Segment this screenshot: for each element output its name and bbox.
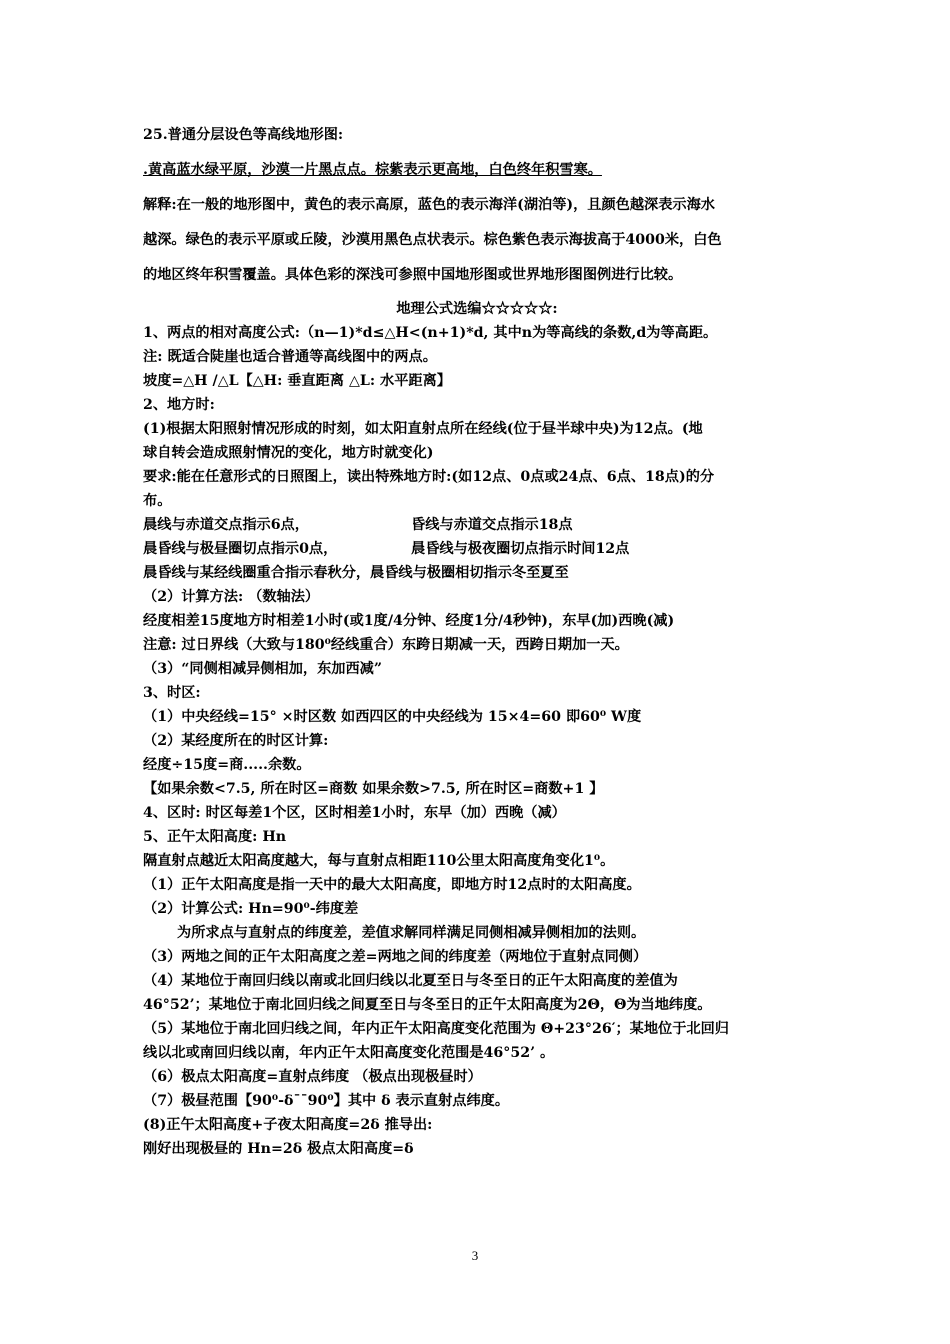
formula-line: 刚好出现极昼的 Hn=2δ 极点太阳高度=δ xyxy=(143,1141,414,1157)
formula-line: （1）中央经线=15° ×时区数 如西四区的中央经线为 15×4=60 即60⁰ W度 xyxy=(143,709,642,725)
formula-line: （2）计算方法: （数轴法） xyxy=(143,589,320,605)
formula-line: 2、地方时: xyxy=(143,397,215,413)
section-25-mnemonic: .黄高蓝水绿平原，沙漠一片黑点点。棕紫表示更高地，白色终年积雪寒。 xyxy=(143,162,602,178)
formula-line: 晨昏线与某经线圈重合指示春秋分，晨昏线与极圈相切指示冬至夏至 xyxy=(143,565,569,581)
formula-line: （6）极点太阳高度=直射点纬度 （极点出现极昼时） xyxy=(143,1069,482,1085)
formula-line: (8)正午太阳高度+子夜太阳高度=2δ 推导出: xyxy=(143,1117,433,1133)
formula-line: 注: 既适合陡崖也适合普通等高线图中的两点。 xyxy=(143,349,437,365)
formula-line-indented: 为所求点与直射点的纬度差，差值求解同样满足同侧相减异侧相加的法则。 xyxy=(177,925,646,941)
formula-line: 【如果余数<7.5, 所在时区=商数 如果余数>7.5, 所在时区=商数+1 】 xyxy=(143,781,604,797)
formula-line: 4、区时: 时区每差1个区，区时相差1小时，东早（加）西晚（减） xyxy=(143,805,566,821)
formula-line: （2）计算公式: Hn=90⁰-纬度差 xyxy=(143,901,359,917)
formula-line: 坡度=△H /△L【△H: 垂直距离 △L: 水平距离】 xyxy=(143,373,451,389)
formula-line: （5）某地位于南北回归线之间，年内正午太阳高度变化范围为 Θ+23°26′；某地位于北回归 xyxy=(143,1021,729,1037)
formula-line: 3、时区: xyxy=(143,685,201,701)
formula-pair-left: 晨昏线与极昼圈切点指示0点， xyxy=(143,541,338,557)
formula-line: （2）某经度所在的时区计算: xyxy=(143,733,329,749)
formula-pair-row xyxy=(143,513,811,537)
formula-line: 46°52’；某地位于南北回归线之间夏至日与冬至日的正午太阳高度为2Θ，Θ为当地纬度。 xyxy=(143,997,712,1013)
page-number: 3 xyxy=(471,1248,479,1263)
formulas-heading: 地理公式选编☆☆☆☆☆: xyxy=(396,301,558,317)
section-25-title: 25.普通分层设色等高线地形图: xyxy=(143,127,344,143)
formula-line: （4）某地位于南回归线以南或北回归线以北夏至日与冬至日的正午太阳高度的差值为 xyxy=(143,973,678,989)
formula-pair-right: 昏线与赤道交点指示18点 xyxy=(411,517,573,533)
formula-line: 5、正午太阳高度: Hn xyxy=(143,829,287,845)
formula-pair-right: 晨昏线与极夜圈切点指示时间12点 xyxy=(411,541,630,557)
formula-pair-left: 晨线与赤道交点指示6点， xyxy=(143,517,309,533)
formula-line: 经度相差15度地方时相差1小时(或1度/4分钟、经度1分/4秒钟)，东早(加)西晚(减) xyxy=(143,613,675,629)
formula-line: 1、两点的相对高度公式:（n—1)*d≤△H<(n+1)*d, 其中n为等高线的条数,d为等高距。 xyxy=(143,325,718,341)
section-25-explanation-3: 的地区终年积雪覆盖。具体色彩的深浅可参照中国地形图或世界地形图图例进行比较。 xyxy=(143,267,683,283)
formula-line: 线以北或南回归线以南，年内正午太阳高度变化范围是46°52’ 。 xyxy=(143,1045,555,1061)
formula-line: (1)根据太阳照射情况形成的时刻，如太阳直射点所在经线(位于昼半球中央)为12点。(地 xyxy=(143,421,703,437)
formula-line: 球自转会造成照射情况的变化，地方时就变化) xyxy=(143,445,434,461)
formula-line: 隔直射点越近太阳高度越大，每与直射点相距110公里太阳高度角变化1⁰。 xyxy=(143,853,615,869)
formula-line: （7）极昼范围【90⁰-δ¯¯90⁰】其中 δ 表示直射点纬度。 xyxy=(143,1093,510,1109)
formula-line: 经度÷15度=商.....余数。 xyxy=(143,757,311,773)
formula-line: 注意: 过日界线（大致与180⁰经线重合）东跨日期减一天，西跨日期加一天。 xyxy=(143,637,629,653)
section-25-explanation-1: 解释:在一般的地形图中，黄色的表示高原，蓝色的表示海洋(湖泊等)，且颜色越深表示海水 xyxy=(143,197,715,213)
formula-line: （3）两地之间的正午太阳高度之差=两地之间的纬度差（两地位于直射点同侧） xyxy=(143,949,648,965)
document-page xyxy=(143,118,811,1161)
section-25-explanation-2: 越深。绿色的表示平原或丘陵，沙漠用黑色点状表示。棕色紫色表示海拔高于4000米，白色 xyxy=(143,232,722,248)
formula-line: （3）“同侧相减异侧相加，东加西减” xyxy=(143,661,383,677)
formula-line: 布。 xyxy=(143,493,172,509)
formula-line: 要求:能在任意形式的日照图上，读出特殊地方时:(如12点、0点或24点、6点、18点)的分 xyxy=(143,469,715,485)
formula-pair-row xyxy=(143,537,811,561)
formula-line: （1）正午太阳高度是指一天中的最大太阳高度，即地方时12点时的太阳高度。 xyxy=(143,877,641,893)
